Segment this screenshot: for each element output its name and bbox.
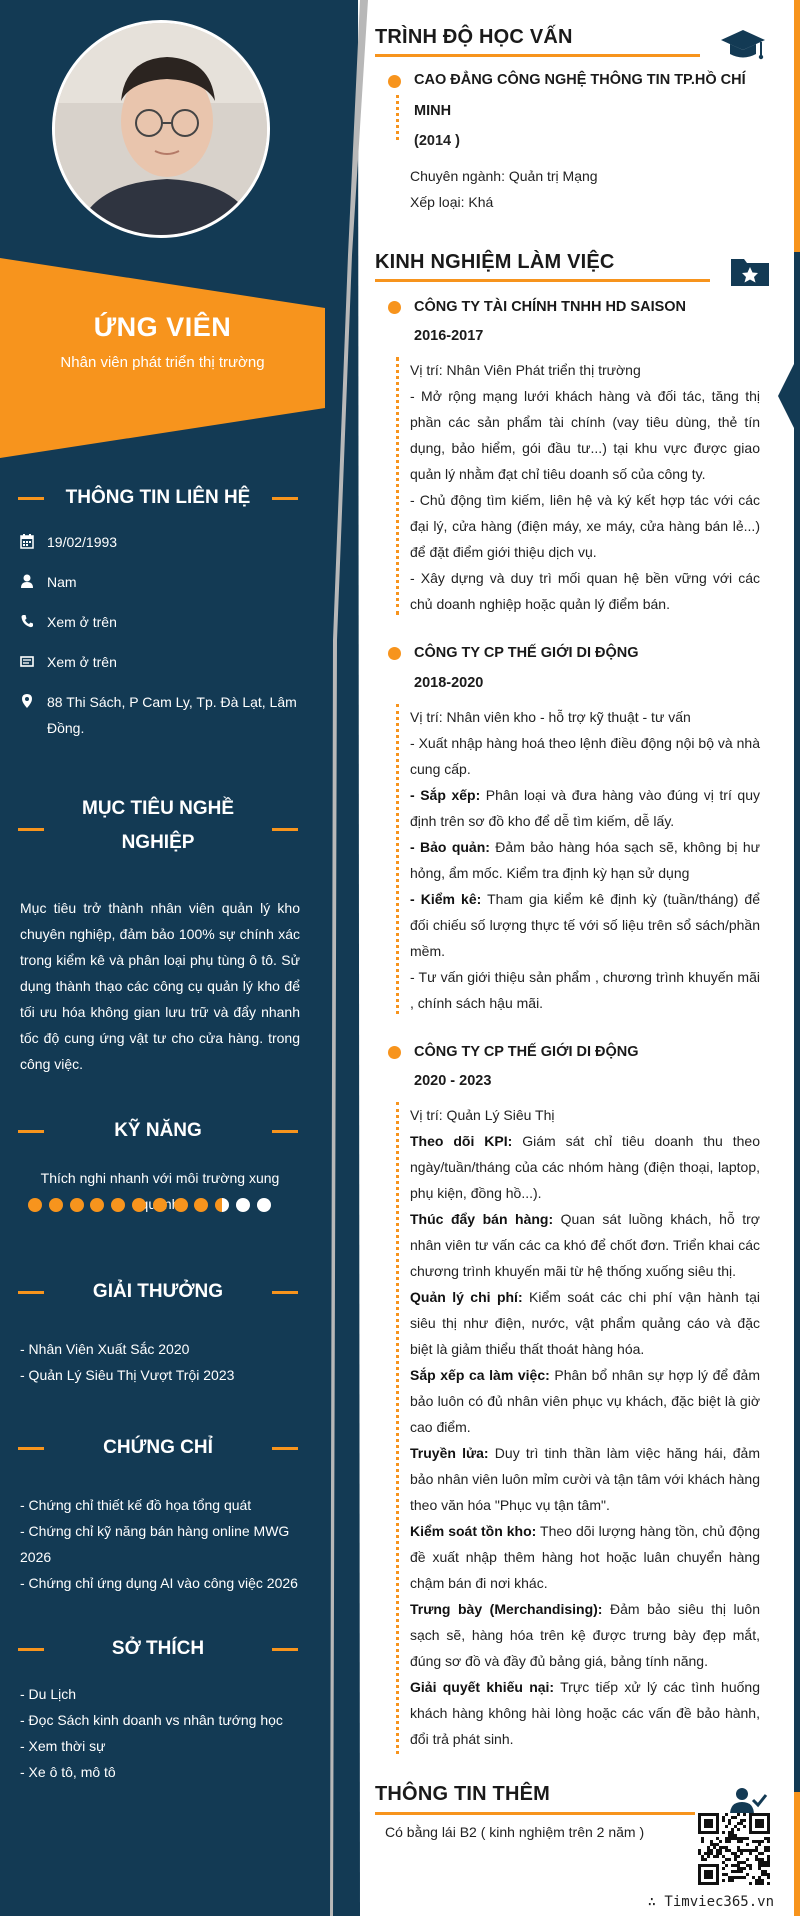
certificates-heading	[18, 1431, 298, 1465]
heading-bar-left	[18, 828, 44, 831]
certificates-list	[20, 1492, 300, 1596]
skills-heading-text: KỸ NĂNG	[114, 1120, 202, 1141]
award-item: - Nhân Viên Xuất Sắc 2020	[20, 1341, 190, 1357]
job-timeline	[396, 1102, 399, 1754]
contact-gender	[20, 569, 300, 595]
person-icon	[20, 573, 34, 589]
job-duty	[410, 704, 760, 730]
job-duty	[410, 964, 760, 1016]
heading-bar-right	[272, 1130, 298, 1133]
job-duty-text: - Xuất nhập hàng hoá theo lệnh điều động nội bộ và nhà cung cấp.	[410, 735, 760, 777]
contact-gender-text: Nam	[47, 574, 77, 590]
job-duty-text: Kiểm soát các chi phí vận hành tại siêu thị như điện, nước, vật phẩm quảng cáo và đặc biệt là giảm thiểu thất thoát hàng hóa.	[410, 1289, 760, 1357]
job-duty-label: Quản lý chi phí:	[410, 1289, 523, 1305]
job-company: CÔNG TY TÀI CHÍNH TNHH HD SAISON	[414, 299, 687, 315]
extra-text: Có bằng lái B2 ( kinh nghiệm trên 2 năm )	[385, 1824, 645, 1840]
job-duty-text: Đảm bảo hàng hóa sạch sẽ, không bị hư hỏng, ẩm mốc. Kiểm tra định kỳ hạn sử dụng	[410, 839, 761, 881]
objective-text: Mục tiêu trở thành nhân viên quản lý kho chuyên nghiệp, đảm bảo 100% sự chính xác trong kiểm kê và phân loại phụ tùng ô tô. Sử dụng thành thạo các công cụ quản lý kho để tối ưu hóa không gian lưu trữ và đẩy nhanh tốc độ cung ứng vật tư cho cửa hàng. trong công việc.	[20, 900, 300, 1072]
job-company: CÔNG TY CP THẾ GIỚI DI ĐỘNG	[414, 645, 639, 661]
job-duty-text: - Chủ động tìm kiếm, liên hệ và ký kết hợp tác với các đại lý, cửa hàng (điện máy, xe máy, cửa hàng bán lẻ...) để đặt điểm giới thiệu dịch vụ.	[410, 492, 760, 560]
job-duty-text: - Mở rộng mạng lưới khách hàng và đối tác, tăng thị phần các sản phẩm tài chính (vay tiêu dùng, thẻ tín dụng, bảo hiểm, gói đầu tư...) tại khu vực được giao quản lý nhằm đạt chỉ tiêu doanh số của công ty.	[410, 388, 760, 482]
hobby-item: - Xe ô tô, mô tô	[20, 1764, 116, 1780]
education-heading-underline	[375, 54, 700, 57]
awards-heading-text: GIẢI THƯỞNG	[92, 1281, 224, 1302]
job-duty-text: - Tư vấn giới thiệu sản phẩm , chương trình khuyến mãi , chính sách hậu mãi.	[410, 969, 760, 1011]
education-year: (2014 )	[414, 133, 460, 149]
job-duty-label: - Sắp xếp:	[410, 787, 481, 803]
contact-phone	[20, 609, 300, 635]
folder-star-icon	[730, 255, 770, 287]
job-duty	[410, 357, 760, 383]
job-timeline	[396, 357, 399, 615]
objective-heading	[18, 792, 298, 860]
job-duty-text: Tham gia kiểm kê định kỳ (tuần/tháng) để đối chiếu số lượng thực tế với số liệu trên sổ sách/phần mềm.	[410, 891, 760, 959]
job-bullet	[388, 1046, 401, 1059]
email-icon	[20, 653, 34, 669]
contact-phone-text: Xem ở trên	[47, 614, 117, 630]
calendar-icon	[20, 533, 34, 549]
skill-dot	[174, 1198, 188, 1212]
contact-birthday-text: 19/02/1993	[47, 534, 118, 550]
hobby-item: - Xem thời sự	[20, 1738, 106, 1754]
job-duty-text: Theo dõi lượng hàng tồn, chủ động đề xuất nhập thêm hàng hot hoặc luân chuyển hàng chậm bán đi nơi khác.	[410, 1523, 761, 1591]
job-description	[410, 1102, 760, 1752]
job-duty	[410, 1596, 760, 1674]
education-major: Chuyên ngành: Quản trị Mạng	[410, 168, 598, 184]
heading-bar-right	[272, 497, 298, 500]
certificate-item: - Chứng chỉ thiết kế đồ họa tổng quát	[20, 1497, 252, 1513]
job-duty	[410, 1206, 760, 1284]
education-school: CAO ĐẲNG CÔNG NGHỆ THÔNG TIN TP.HỒ CHÍ MINH	[414, 72, 746, 119]
job-duty-text: Phân loại và đưa hàng vào đúng vị trí quy định trên sơ đồ kho để dễ tìm kiếm, dễ lấy.	[410, 787, 760, 829]
job-duty-text: Trực tiếp xử lý các tình huống khách hàng không hài lòng hoặc các vấn đề bảo hành, đổi trả phát sinh.	[410, 1679, 760, 1747]
education-bullet	[388, 75, 401, 88]
hobby-item: - Du Lịch	[20, 1686, 77, 1702]
user-check-icon	[728, 1786, 768, 1816]
education-grade: Xếp loại: Khá	[410, 194, 494, 210]
skills-heading	[18, 1114, 298, 1148]
job-duty-text: - Xây dựng và duy trì mối quan hệ bền vững với các chủ doanh nghiệp hoặc quản lý điểm bán.	[410, 570, 760, 612]
objective-heading-line1: MỤC TIÊU NGHỀ	[82, 798, 234, 819]
job-description	[410, 704, 760, 1016]
contact-address-text: 88 Thi Sách, P Cam Ly, Tp. Đà Lạt, Lâm Đồng.	[47, 694, 297, 736]
qr-code	[698, 1813, 770, 1885]
contact-email-text: Xem ở trên	[47, 654, 117, 670]
location-pin-icon	[20, 693, 34, 709]
job-duty-label: - Kiểm kê:	[410, 891, 482, 907]
job-duty-text: Vị trí: Nhân Viên Phát triển thị trường	[410, 362, 641, 378]
job-duty-label: Truyền lửa:	[410, 1445, 489, 1461]
certificate-item: - Chứng chỉ kỹ năng bán hàng online MWG 2026	[20, 1523, 290, 1565]
extra-heading: THÔNG TIN THÊM	[375, 1783, 551, 1805]
job-duty	[410, 782, 760, 834]
certificate-item: - Chứng chỉ ứng dụng AI vào công việc 2026	[20, 1575, 298, 1591]
skill-dot	[49, 1198, 63, 1212]
heading-bar-right	[272, 1291, 298, 1294]
heading-bar-right	[272, 828, 298, 831]
footer-brand	[648, 1894, 774, 1910]
job-duty	[410, 1674, 760, 1752]
job-description	[410, 357, 760, 617]
skill-dot	[70, 1198, 84, 1212]
heading-bar-left	[18, 1130, 44, 1133]
experience-heading-underline	[375, 279, 710, 282]
job-duty-text: Vị trí: Quản Lý Siêu Thị	[410, 1107, 555, 1123]
job-duty	[410, 1284, 760, 1362]
logo-icon: ∴	[647, 1894, 665, 1910]
contact-heading	[18, 481, 298, 515]
candidate-name: ỨNG VIÊN	[93, 312, 232, 342]
job-period: 2018-2020	[414, 675, 484, 691]
job-bullet	[388, 301, 401, 314]
job-bullet	[388, 647, 401, 660]
candidate-role: Nhân viên phát triển thị trường	[60, 354, 265, 371]
job-period: 2016-2017	[414, 328, 484, 344]
job-duty	[410, 383, 760, 487]
award-item: - Quản Lý Siêu Thị Vượt Trội 2023	[20, 1367, 235, 1383]
job-duty-label: Giải quyết khiếu nại:	[410, 1679, 555, 1695]
footer-brand-text: Timviec365.vn	[664, 1894, 774, 1910]
hobbies-heading	[18, 1632, 298, 1666]
job-duty	[410, 886, 760, 964]
phone-icon	[20, 613, 34, 629]
hobbies-heading-text: SỞ THÍCH	[111, 1638, 205, 1659]
avatar	[52, 20, 270, 238]
heading-bar-right	[272, 1648, 298, 1651]
job-duty	[410, 1440, 760, 1518]
job-timeline	[396, 704, 399, 1014]
skill-dot	[132, 1198, 146, 1212]
graduation-cap-icon	[720, 28, 766, 64]
hobby-item: - Đọc Sách kinh doanh vs nhân tướng học	[20, 1712, 283, 1728]
job-duty	[410, 565, 760, 617]
heading-bar-left	[18, 1648, 44, 1651]
extra-heading-underline	[375, 1812, 695, 1815]
experience-heading: KINH NGHIỆM LÀM VIỆC	[375, 251, 615, 273]
job-duty	[410, 1362, 760, 1440]
heading-bar-right	[272, 1447, 298, 1450]
job-duty-text: Quan sát luồng khách, hỗ trợ nhân viên tư vấn các ca khó để chốt đơn. Triển khai các chương trình khuyến mãi từ hệ thống xuống siêu thị.	[410, 1211, 760, 1279]
job-duty-label: Theo dõi KPI:	[410, 1133, 513, 1149]
job-duty	[410, 730, 760, 782]
skill-name: Thích nghi nhanh với môi trường xung	[40, 1170, 280, 1186]
contact-email	[20, 649, 300, 675]
job-duty-text: Duy trì tinh thần làm việc hăng hái, đảm bảo nhân viên luôn mỉm cười và tận tâm với khách hàng theo văn hóa "Phục vụ tận tâm".	[410, 1445, 760, 1513]
right-edge-strip	[778, 0, 800, 1916]
job-duty-text: Vị trí: Nhân viên kho - hỗ trợ kỹ thuật - tư vấn	[410, 709, 691, 725]
skill-dot	[257, 1198, 271, 1212]
job-duty	[410, 1128, 760, 1206]
skill-dot	[28, 1198, 42, 1212]
job-duty-label: Thúc đẩy bán hàng:	[410, 1211, 554, 1227]
job-duty	[410, 487, 760, 565]
job-duty	[410, 834, 760, 886]
avatar-photo	[55, 23, 270, 238]
job-duty-label: Kiểm soát tồn kho:	[410, 1523, 537, 1539]
heading-bar-left	[18, 1291, 44, 1294]
job-period: 2020 - 2023	[414, 1073, 492, 1089]
contact-address	[20, 689, 300, 741]
job-duty	[410, 1518, 760, 1596]
certificates-heading-text: CHỨNG CHỈ	[103, 1437, 213, 1458]
education-timeline	[396, 95, 399, 140]
job-duty	[410, 1102, 760, 1128]
awards-heading	[18, 1275, 298, 1309]
skill-dot	[153, 1198, 167, 1212]
objective-heading-line2: NGHIỆP	[121, 832, 195, 853]
job-duty-text: Giám sát chỉ tiêu doanh thu theo ngày/tuần/tháng của các nhóm hàng (điện thoại, laptop, phụ kiện, đồng hồ...).	[410, 1133, 761, 1201]
job-duty-label: - Bảo quản:	[410, 839, 490, 855]
awards-list	[20, 1336, 300, 1388]
skill-dot	[236, 1198, 250, 1212]
contact-heading-text: THÔNG TIN LIÊN HỆ	[65, 487, 251, 508]
job-duty-text: Đảm bảo siêu thị luôn sạch sẽ, hàng hóa trên kệ được trưng bày đẹp mắt, đúng sơ đồ và đầy đủ bảng giá, bảng tính năng.	[410, 1601, 760, 1669]
heading-bar-left	[18, 497, 44, 500]
job-company: CÔNG TY CP THẾ GIỚI DI ĐỘNG	[414, 1044, 639, 1060]
job-duty-text: Phân bổ nhân sự hợp lý để đảm bảo luôn có đủ nhân viên phục vụ khách, đặc biệt là giờ cao điểm.	[410, 1367, 761, 1435]
education-heading: TRÌNH ĐỘ HỌC VẤN	[375, 26, 573, 48]
job-duty-label: Sắp xếp ca làm việc:	[410, 1367, 550, 1383]
job-duty-label: Trưng bày (Merchandising):	[410, 1601, 603, 1617]
hobbies-list	[20, 1681, 300, 1785]
heading-bar-left	[18, 1447, 44, 1450]
contact-birthday	[20, 529, 300, 555]
sidebar	[0, 0, 368, 1916]
